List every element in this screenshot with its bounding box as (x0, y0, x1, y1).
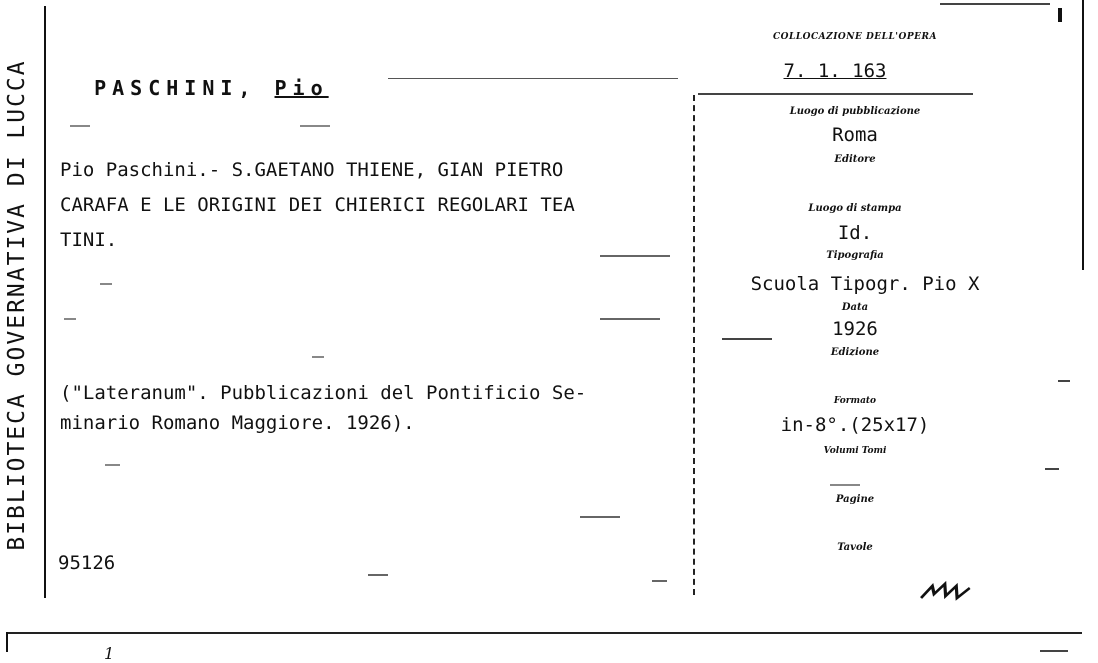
date-rule (722, 338, 772, 340)
details-column-divider (693, 95, 695, 595)
ruled-line (652, 580, 667, 582)
ruled-line (600, 255, 670, 257)
top-rule (940, 3, 1050, 5)
ruled-line (105, 464, 120, 466)
corner-tick (1058, 8, 1062, 22)
publisher-label: Editore (834, 154, 876, 165)
collocation-rule (698, 93, 973, 95)
inventory-number: 95126 (58, 552, 116, 574)
right-border-line (1082, 0, 1084, 270)
bottom-mark: 1 (104, 644, 115, 663)
date-value: 1926 (832, 318, 878, 340)
title-line-2: CARAFA E LE ORIGINI DEI CHIERICI REGOLARI TEA (60, 194, 575, 216)
ruled-line (64, 318, 76, 320)
bottom-mark-line (1040, 650, 1068, 652)
author-text (94, 76, 329, 100)
ruled-line (600, 318, 660, 320)
ruled-line (312, 356, 324, 358)
series-line-2: minario Romano Maggiore. 1926). (60, 412, 415, 434)
plates-label: Tavole (837, 542, 873, 553)
ruled-line (300, 125, 330, 127)
bottom-left-corner (6, 632, 8, 652)
volumes-label: Volumi Tomi (823, 446, 887, 456)
author-underline (388, 78, 678, 79)
ruled-line (580, 516, 620, 518)
format-label: Formato (833, 396, 877, 406)
title-line-3: TINI. (60, 229, 118, 251)
pages-label: Pagine (835, 494, 875, 505)
place-value: Roma (832, 124, 878, 146)
handwritten-initials (916, 580, 976, 609)
edition-label: Edizione (830, 347, 880, 358)
date-label: Data (841, 302, 869, 313)
printer-label: Tipografia (826, 250, 884, 261)
margin-mark (830, 484, 860, 486)
place-label: Luogo di pubblicazione (789, 106, 921, 117)
bottom-border (6, 632, 1082, 634)
margin-mark (1058, 380, 1070, 382)
title-line-1: Pio Paschini.- S.GAETANO THIENE, GIAN PIETRO (60, 159, 564, 181)
collocation-value: 7. 1. 163 (783, 60, 887, 82)
ruled-line (100, 283, 112, 285)
format-value: in-8°.(25x17) (780, 414, 930, 436)
collocation-label: COLLOCAZIONE DELL'OPERA (773, 32, 937, 42)
author-surname: PASCHINI, (94, 76, 275, 100)
signature-scribble (917, 580, 975, 604)
author-forename: Pio (274, 76, 329, 100)
library-spine-label: BIBLIOTECA GOVERNATIVA DI LUCCA (4, 59, 30, 551)
series-line-1: ("Lateranum". Pubblicazioni del Pontificio Se- (60, 382, 587, 404)
printer-value: Scuola Tipogr. Pio X (750, 273, 980, 295)
print-place-value: Id. (837, 222, 873, 244)
author-heading (58, 52, 329, 100)
print-place-label: Luogo di stampa (808, 203, 902, 214)
ruled-line (368, 574, 388, 576)
margin-mark (1045, 468, 1059, 470)
ruled-line (70, 125, 90, 127)
left-border-line (44, 6, 46, 598)
